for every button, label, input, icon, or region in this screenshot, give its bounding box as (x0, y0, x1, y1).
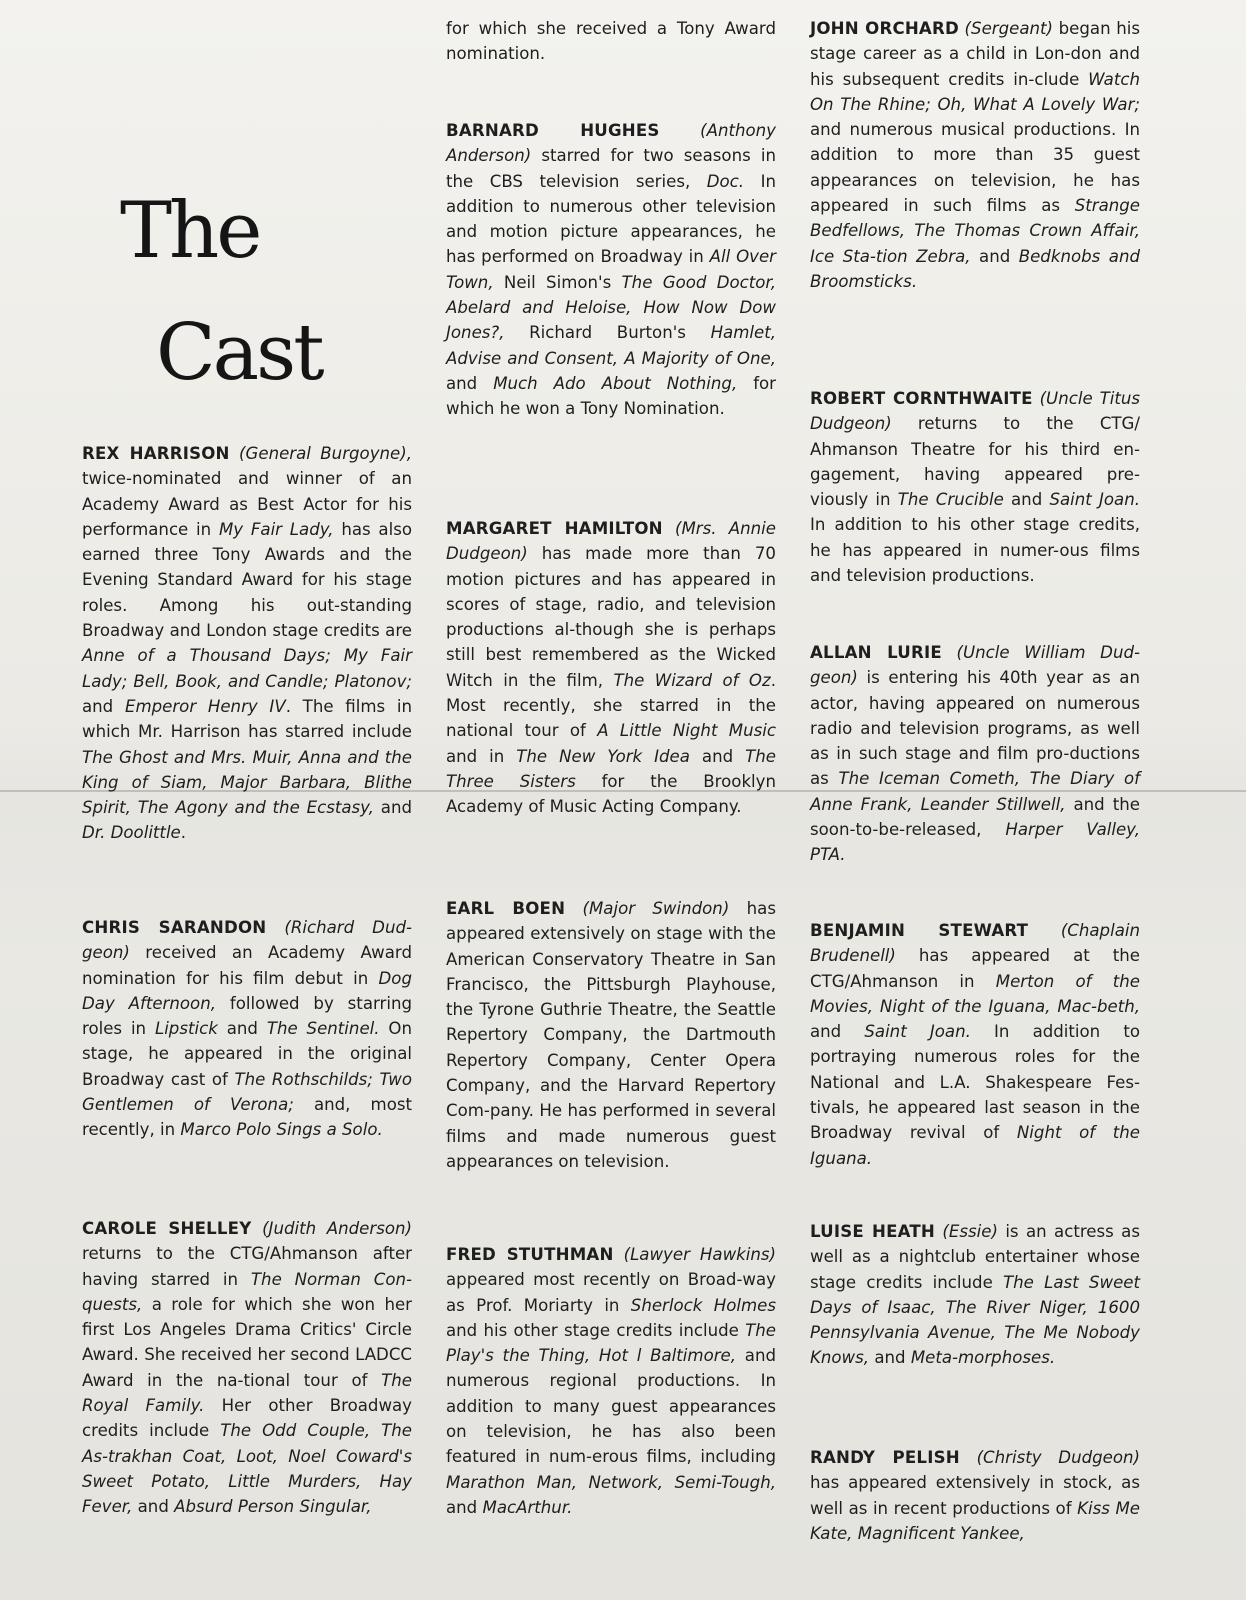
italic-title-run: Strange Bedfellows, The Thomas Crown Affair, Ice Sta-tion Zebra, (810, 196, 1140, 266)
actor-name: JOHN ORCHARD (810, 19, 959, 38)
italic-title-run: Saint Joan. (864, 1022, 971, 1042)
bio-text-run: and (446, 373, 494, 393)
italic-title-run: (Chaplain Brudenell) (810, 921, 1140, 966)
italic-title-run: Bedknobs and Broomsticks. (810, 246, 1140, 291)
bio-text-run: and his other stage credits include (446, 1320, 746, 1340)
actor-name: BARNARD HUGHES (446, 121, 660, 140)
bio-text-run: and numerous musical productions. In addition to more than 35 guest appearances on television, he has appeared in such films as (810, 120, 1140, 216)
bio-text-run: twice-nominated and winner of an Academy Award as Best Actor for his performance in (82, 469, 412, 539)
actor-name: ROBERT CORNTHWAITE (810, 389, 1033, 408)
bio-text-run: returns to the CTG/ Ahmanson Theatre for his third en-gagement, having appeared pre-viously in (810, 414, 1140, 510)
italic-title-run: Meta-morphoses. (910, 1348, 1056, 1368)
italic-title-run: The Odd Couple, The As-trakhan Coat, Loot, Noel Coward's Sweet Potato, Little Murders, Hay Fever, (82, 1421, 412, 1517)
italic-title-run: (Anthony Anderson) (446, 121, 776, 166)
italic-title-run: The Crucible (897, 490, 1004, 510)
bio-text-run: has appeared extensively on stage with the American Conservatory Theatre in San Francisco, the Pittsburgh Playhouse, the Tyrone Guthrie Theatre, the Seattle Repertory Company, the Dartmouth Repertory Company, Center Opera Company, and the Harvard Repertory Com-pany. He has performed in several films and made numerous guest appearances on television. (446, 899, 776, 1171)
italic-title-run: Hamlet, Advise and Consent, A Majority of One, (446, 323, 776, 368)
bio-text-run: has appeared extensively in stock, as well as in recent productions of (810, 1473, 1140, 1518)
italic-title-run: A Little Night Music (597, 721, 776, 741)
italic-title-run: (Mrs. Annie Dudgeon) (446, 519, 776, 564)
italic-title-run: Dog Day Afternoon, (82, 968, 412, 1013)
italic-title-run: The Sentinel. (266, 1019, 380, 1039)
title-line-1: The (120, 186, 260, 277)
italic-title-run: Marathon Man, Network, Semi-Tough, (446, 1472, 776, 1492)
italic-title-run: Emperor Henry IV (124, 696, 286, 716)
bio-text-run: and (373, 798, 412, 818)
bio-text-run: followed by starring roles in (82, 993, 412, 1039)
bio-text-run: appeared most recently on Broad-way as Prof. Moriarty in (446, 1270, 776, 1315)
italic-title-run: Night of the Iguana. (810, 1123, 1140, 1168)
bio-text-run: and (869, 1348, 911, 1368)
bio-text-run: In addition to portraying numerous roles for the National and L.A. Shakespeare Fes-tivals, he appeared last season in the Broadway revival of (810, 1022, 1141, 1143)
italic-title-run: Kiss Me Kate, Magnificent Yankee, (810, 1498, 1140, 1543)
bio-earl-boen (446, 896, 776, 1174)
italic-title-run: The Play's the Thing, Hot l Baltimore, (446, 1320, 776, 1366)
bio-margaret-hamilton (446, 516, 776, 820)
bio-text-run: starred for two seasons in the CBS television series, (446, 146, 776, 191)
italic-title-run: (Essie) (935, 1222, 998, 1241)
bio-text-run: and, most recently, in (82, 1095, 413, 1140)
bio-carole-shelley (82, 1216, 412, 1520)
bio-text-run: and (217, 1019, 267, 1039)
italic-title-run: The Last Sweet Days of Isaac, The River Niger, 1600 Pennsylvania Avenue, The Me Nobody Knows, (810, 1272, 1140, 1368)
italic-title-run: The Three Sisters (446, 746, 776, 791)
italic-title-run: The Good Doctor, Abelard and Heloise, How Now Dow Jones?, (446, 272, 776, 343)
bio-text-run: and (446, 1497, 483, 1517)
title-line-2: Cast (156, 308, 322, 399)
actor-name: FRED STUTHMAN (446, 1245, 614, 1264)
italic-title-run: Merton of the Movies, Night of the Iguana, Mac-beth, (810, 971, 1140, 1016)
italic-title-run: The Norman Con-quests, (82, 1269, 412, 1314)
italic-title-run: Much Ado About Nothing, (493, 373, 738, 393)
italic-title-run: (Lawyer Hawkins) (613, 1245, 777, 1264)
italic-title-run: Doc. (706, 171, 745, 191)
bio-text-run: and (970, 246, 1019, 266)
bio-text-run: for the Brooklyn Academy of Music Acting Company. (446, 771, 777, 817)
italic-title-run: My Fair Lady, (218, 519, 334, 539)
bio-text-run: and (1003, 490, 1050, 510)
bio-text-run: and (810, 1022, 865, 1042)
actor-name: BENJAMIN STEWART (810, 921, 1029, 940)
bio-text-run: a role for which she won her first Los Angeles Drama Critics' Circle Award. She received her second LADCC Award in the na-tional tour of (82, 1294, 412, 1390)
bio-text-run: began his stage career as a child in Lon-don and his subsequent credits in-clude (810, 19, 1140, 89)
bio-text-run: . The films in which Mr. Harrison has starred include (82, 696, 412, 742)
italic-title-run: MacArthur. (482, 1497, 573, 1517)
bio-text-run: Richard Burton's (504, 323, 711, 343)
bio-text-run: On stage, he appeared in the original Broadway cast of (82, 1019, 412, 1089)
italic-title-run: Marco Polo Sings a Solo. (180, 1120, 383, 1140)
bio-text-run: . Most recently, she starred in the national tour of (446, 670, 776, 741)
italic-title-run: (Christy Dudgeon) (959, 1448, 1140, 1467)
italic-title-run: (General Burgoyne), (229, 444, 412, 463)
bio-text-run: has also earned three Tony Awards and the Evening Standard Award for his stage roles. Among his out-standing Broadway and London stage credits are (82, 519, 412, 641)
italic-title-run: Absurd Person Singular, (174, 1497, 372, 1517)
italic-title-run: (Judith Anderson) (251, 1219, 412, 1238)
bio-text-run: is an actress as well as a nightclub entertainer whose stage credits include (810, 1222, 1140, 1292)
bio-chris-sarandon (82, 915, 412, 1143)
italic-title-run: All Over Town, (446, 247, 776, 292)
bio-text-run: and in (446, 746, 517, 766)
bio-text-run: In addition to his other stage credits, he has appeared in numer-ous films and television productions. (810, 515, 1140, 586)
bio-fred-stuthman (446, 1242, 776, 1520)
bio-text-run: and (82, 696, 125, 716)
bio-text-run: and the soon-to-be-released, (810, 794, 1140, 840)
bio-text-run: and (689, 746, 746, 766)
bio-text-run: returns to the CTG/Ahmanson after having starred in (82, 1244, 412, 1289)
italic-title-run: The Wizard of Oz (613, 670, 771, 690)
bio-robert-cornthwaite (810, 386, 1140, 588)
bio-text-run: for which she received a Tony Award nomination. (446, 19, 776, 64)
italic-title-run: The Rothschilds; Two Gentlemen of Verona; (82, 1069, 412, 1115)
actor-name: CHRIS SARANDON (82, 918, 267, 937)
bio-text-run: Her other Broadway credits include (82, 1396, 413, 1441)
italic-title-run: Harper Valley, PTA. (810, 820, 1140, 865)
actor-name: RANDY PELISH (810, 1448, 960, 1467)
bio-benjamin-stewart (810, 918, 1140, 1171)
bio-text-run: and (132, 1497, 175, 1517)
bio-john-orchard (810, 16, 1140, 294)
bio-text-run: Neil Simon's (493, 272, 622, 292)
italic-title-run: The Iceman Cometh, The Diary of Anne Frank, Leander Stillwell, (810, 769, 1141, 814)
italic-title-run: Saint Joan. (1049, 490, 1140, 510)
bio-text-run: for which he won a Tony Nomination. (446, 373, 777, 419)
actor-name: CAROLE SHELLEY (82, 1219, 252, 1238)
bio-text-run: In addition to numerous other television and motion picture appearances, he has performed on Broadway in (446, 171, 776, 267)
bio-text-run: received an Academy Award nomination for his film debut in (82, 943, 412, 988)
italic-title-run: (Uncle Titus Dudgeon) (810, 389, 1140, 434)
bio-randy-pelish (810, 1445, 1140, 1546)
bio-text-run: . (180, 823, 187, 843)
bio-text-run: is entering his 40th year as an actor, having appeared on numerous radio and television programs, as well as in such stage and film pro-ductions as (810, 668, 1140, 789)
actor-name: REX HARRISON (82, 444, 230, 463)
bio-carole-shelley-continued (446, 16, 776, 67)
page-title (120, 170, 322, 414)
italic-title-run: (Major Swindon) (565, 899, 730, 918)
bio-text-run: and numerous regional productions. In addition to many guest appearances on television, he has also been featured in num-erous films, including (446, 1346, 776, 1467)
italic-title-run: (Sergeant) (958, 19, 1054, 38)
bio-luise-heath (810, 1219, 1140, 1371)
italic-title-run: (Uncle William Dud-geon) (810, 643, 1140, 688)
italic-title-run: The Ghost and Mrs. Muir, Anna and the King of Siam, Major Barbara, Blithe Spirit, The Agony and the Ecstasy, (82, 747, 412, 818)
italic-title-run: The Royal Family. (82, 1370, 412, 1416)
italic-title-run: Sherlock Holmes (630, 1295, 776, 1315)
italic-title-run: Anne of a Thousand Days; My Fair Lady; Bell, Book, and Candle; Platonov; (82, 646, 412, 691)
italic-title-run: Watch On The Rhine; Oh, What A Lovely War; (810, 69, 1140, 114)
italic-title-run: The New York Idea (516, 746, 690, 766)
actor-name: ALLAN LURIE (810, 643, 942, 662)
bio-text-run: has made more than 70 motion pictures and has appeared in scores of stage, radio, and television productions al-though she is perhaps still best remembered as the Wicked Witch in the film, (446, 544, 776, 690)
bio-allan-lurie (810, 640, 1140, 868)
bio-text-run: has appeared at the CTG/Ahmanson in (810, 946, 1140, 991)
italic-title-run: Dr. Doolittle (82, 823, 181, 843)
actor-name: EARL BOEN (446, 899, 566, 918)
actor-name: LUISE HEATH (810, 1222, 935, 1241)
bio-barnard-hughes (446, 118, 776, 422)
italic-title-run: (Richard Dud-geon) (82, 918, 412, 963)
italic-title-run: Lipstick (154, 1019, 218, 1039)
bio-rex-harrison (82, 441, 412, 846)
actor-name: MARGARET HAMILTON (446, 519, 663, 538)
